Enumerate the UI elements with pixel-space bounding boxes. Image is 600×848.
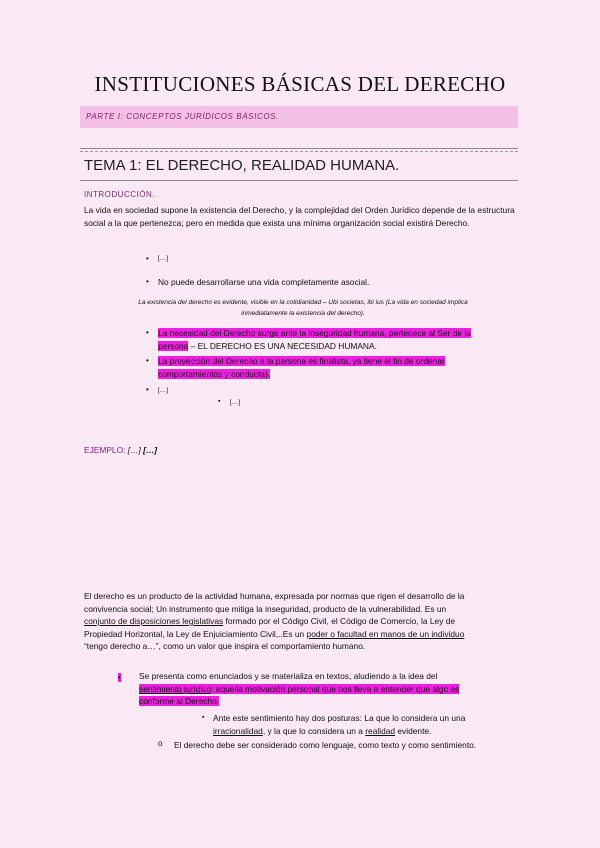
bullet-5: El derecho debe ser considerado como lenguaje, como texto y como sentimiento. — [174, 740, 477, 750]
b3-highlight: : aquella motivación personal que nos lleva a entender que algo es — [211, 683, 460, 694]
highlight-text: La proyección del Derecho a la persona es finalista, ya tiene el fin de ordenar — [158, 356, 445, 366]
p2-line: formado por el Código Civil, el Código de Comercio, la Ley de — [223, 616, 456, 626]
bullet-dot-highlight: • — [118, 673, 121, 682]
b3-underlined: sentimiento jurídico — [139, 683, 212, 694]
bullet-dot: • — [146, 277, 149, 286]
p2-underlined: conjunto de disposiciones legislativas — [84, 616, 224, 626]
circle-bullet: o — [158, 739, 163, 748]
bullet-3 — [139, 670, 509, 708]
existence-line-2: inmediatamente la existencia del derecho). — [241, 310, 365, 317]
bullet-dot: • — [146, 356, 149, 365]
bullet-bold-1: No puede desarrollarse una vida completamente asocial. — [158, 277, 370, 287]
square-bullet: ▪ — [202, 714, 205, 721]
bullet-text: – EL DERECHO ES UNA NECESIDAD HUMANA. — [188, 340, 377, 351]
b4-line: evidente. — [395, 725, 432, 736]
bullet-highlight-1 — [158, 327, 503, 352]
bullet-dot: • — [146, 328, 149, 337]
bullet-dot: • — [146, 254, 149, 263]
p2-line: Propiedad Horizontal, la Ley de Enjuiciamiento Civil,..Es un — [84, 628, 307, 639]
bullet-dot: • — [146, 385, 149, 394]
bullet-4 — [213, 712, 513, 737]
highlight-text: comportamientos y conducta). — [158, 368, 271, 379]
bullet-small-2: […] — [158, 387, 169, 394]
ejemplo-label: EJEMPLO: — [84, 445, 126, 455]
tema-underline — [80, 180, 518, 181]
intro-paragraph: La vida en sociedad supone la existencia del Derecho, y la complejidad del Orden Jurídico depende de la estructura social a la que pertenezca; pero en medida que exista una mínima organización social existirá Derecho. — [84, 205, 515, 228]
p2-line: convivencia social; Un instrumento que mitiga la inseguridad, producto de la vulnerabilidad. Es un — [84, 603, 447, 614]
p2-line: El derecho es un producto de la actividad humana, expresada por normas que rigen el desarrollo de la — [84, 591, 465, 601]
part-label: PARTE I: CONCEPTOS JURÍDICOS BÁSICOS. — [86, 112, 279, 121]
existence-line-1: La existencia del derecho es evidente, visible en la cotidianidad – Ubi societas, ibi ius (La vida en sociedad implica — [138, 299, 468, 306]
b3-highlight: conforme al Derecho. — [139, 696, 220, 706]
intro-heading: INTRODUCCIÓN. — [84, 190, 155, 199]
ejemplo-italic: […] — [127, 445, 141, 455]
b4-underlined: realidad — [365, 725, 396, 736]
ejemplo-bold: […] — [143, 445, 158, 455]
b4-line: , y la que lo considera un a — [262, 725, 366, 736]
divider-rule — [80, 148, 518, 149]
p2-underlined: poder o facultad en manos de un individuo — [306, 628, 465, 639]
highlight-text: persona — [158, 340, 189, 351]
square-bullet: ▪ — [218, 398, 221, 405]
b3-line: Se presenta como enunciados y se materializa en textos, aludiendo a la idea del — [139, 671, 438, 681]
divider-rule-dashed — [80, 151, 518, 152]
b4-line: Ante este sentimiento hay dos posturas: La que lo considera un una — [213, 713, 466, 723]
bullet-highlight-2 — [158, 355, 503, 380]
tema-heading: TEMA 1: EL DERECHO, REALIDAD HUMANA. — [84, 157, 400, 174]
ejemplo-paragraph — [84, 444, 516, 457]
document-title: INSTITUCIONES BÁSICAS DEL DERECHO — [94, 72, 506, 96]
highlight-text: La necesidad del Derecho surge ante la inseguridad humana, pertenece al Ser de la — [158, 328, 471, 338]
paragraph-2 — [84, 590, 524, 653]
b4-underlined: irracionalidad — [213, 725, 263, 736]
bullet-small-1: […] — [158, 255, 169, 262]
sub-bullet: […] — [230, 399, 241, 406]
p2-line: “tengo derecho a…”, como un valor que inspira el comportamiento humano. — [84, 641, 366, 651]
